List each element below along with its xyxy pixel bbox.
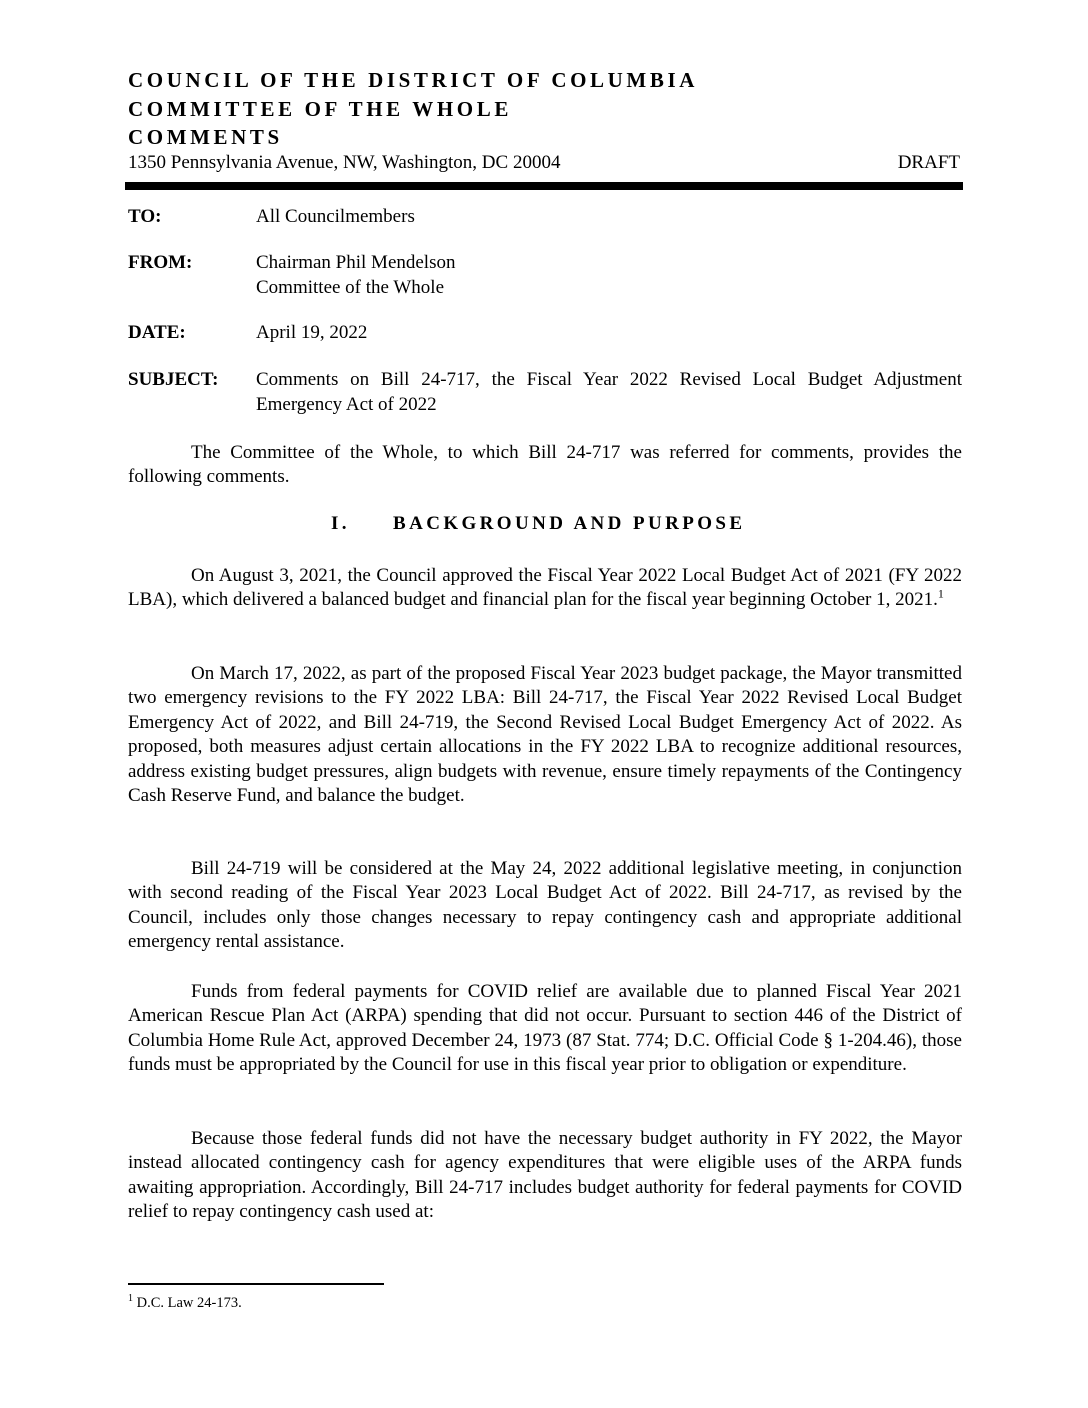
draft-status: DRAFT [897,152,960,173]
memo-to-value: All Councilmembers [256,206,415,227]
footnote-reference: 1 [937,587,944,602]
header-rule [125,182,963,190]
footnote [128,1294,242,1312]
paragraph-1-text: On August 3, 2021, the Council approved the Fiscal Year 2022 Local Budget Act of 2021 (FY 2022 LBA), which delivered a balanced budget and financial plan for the fiscal year beginning October 1, 2021. [128,565,962,611]
memo-date-label: DATE: [128,322,186,343]
section-number: I. [331,513,350,534]
paragraph-4: Funds from federal payments for COVID relief are available due to planned Fiscal Year 2021 American Rescue Plan Act (ARPA) spending that did not occur. Pursuant to section 446 of the District of Columbia Home Rule Act, approved December 24, 1973 (87 Stat. 774; D.C. Official Code § 1-204.46), those funds must be appropriated by the Council for use in this fiscal year prior to obligation or expenditure. [128,981,962,1076]
memo-from-label: FROM: [128,252,193,273]
memo-subject-label: SUBJECT: [128,369,219,390]
paragraph-5: Because those federal funds did not have the necessary budget authority in FY 2022, the Mayor instead allocated contingency cash for agency expenditures that were eligible uses of the ARPA funds awaiting appropriation. Accordingly, Bill 24-717 includes budget authority for federal payments for COVID relief to repay contingency cash used at: [128,1128,962,1223]
header-council-name: COUNCIL OF THE DISTRICT OF COLUMBIA [128,68,698,92]
footnote-text: D.C. Law 24-173. [133,1295,242,1311]
intro-paragraph: The Committee of the Whole, to which Bill 24-717 was referred for comments, provides the following comments. [128,442,962,488]
header-committee-name: COMMITTEE OF THE WHOLE [128,97,512,121]
header-document-type: COMMENTS [128,125,283,149]
footnote-marker: 1 [128,1293,133,1305]
memo-from-line1: Chairman Phil Mendelson [256,252,456,273]
memo-subject-value: Comments on Bill 24-717, the Fiscal Year 2022 Revised Local Budget Adjustment Emergency Act of 2022 [256,369,962,415]
footnote-separator [128,1283,384,1285]
memo-date-value: April 19, 2022 [256,322,368,343]
memo-to-label: TO: [128,206,162,227]
memo-from-line2: Committee of the Whole [256,277,445,298]
paragraph-3: Bill 24-719 will be considered at the May 24, 2022 additional legislative meeting, in conjunction with second reading of the Fiscal Year 2023 Local Budget Act of 2022. Bill 24-717, as revised by the Council, includes only those changes necessary to repay contingency cash and appropriate additional emergency rental assistance. [128,858,962,953]
paragraph-1 [128,564,962,613]
paragraph-2: On March 17, 2022, as part of the proposed Fiscal Year 2023 budget package, the Mayor transmitted two emergency revisions to the FY 2022 LBA: Bill 24-717, the Fiscal Year 2022 Revised Local Budget Emergency Act of 2022, and Bill 24-719, the Second Revised Local Budget Emergency Act of 2022. As proposed, both measures adjust certain allocations in the FY 2022 LBA to recognize additional resources, address existing budget pressures, align budgets with revenue, ensure timely repayments of the Contingency Cash Reserve Fund, and balance the budget. [128,663,962,807]
section-title: BACKGROUND AND PURPOSE [393,513,746,534]
header-address: 1350 Pennsylvania Avenue, NW, Washington, DC 20004 [128,152,561,173]
